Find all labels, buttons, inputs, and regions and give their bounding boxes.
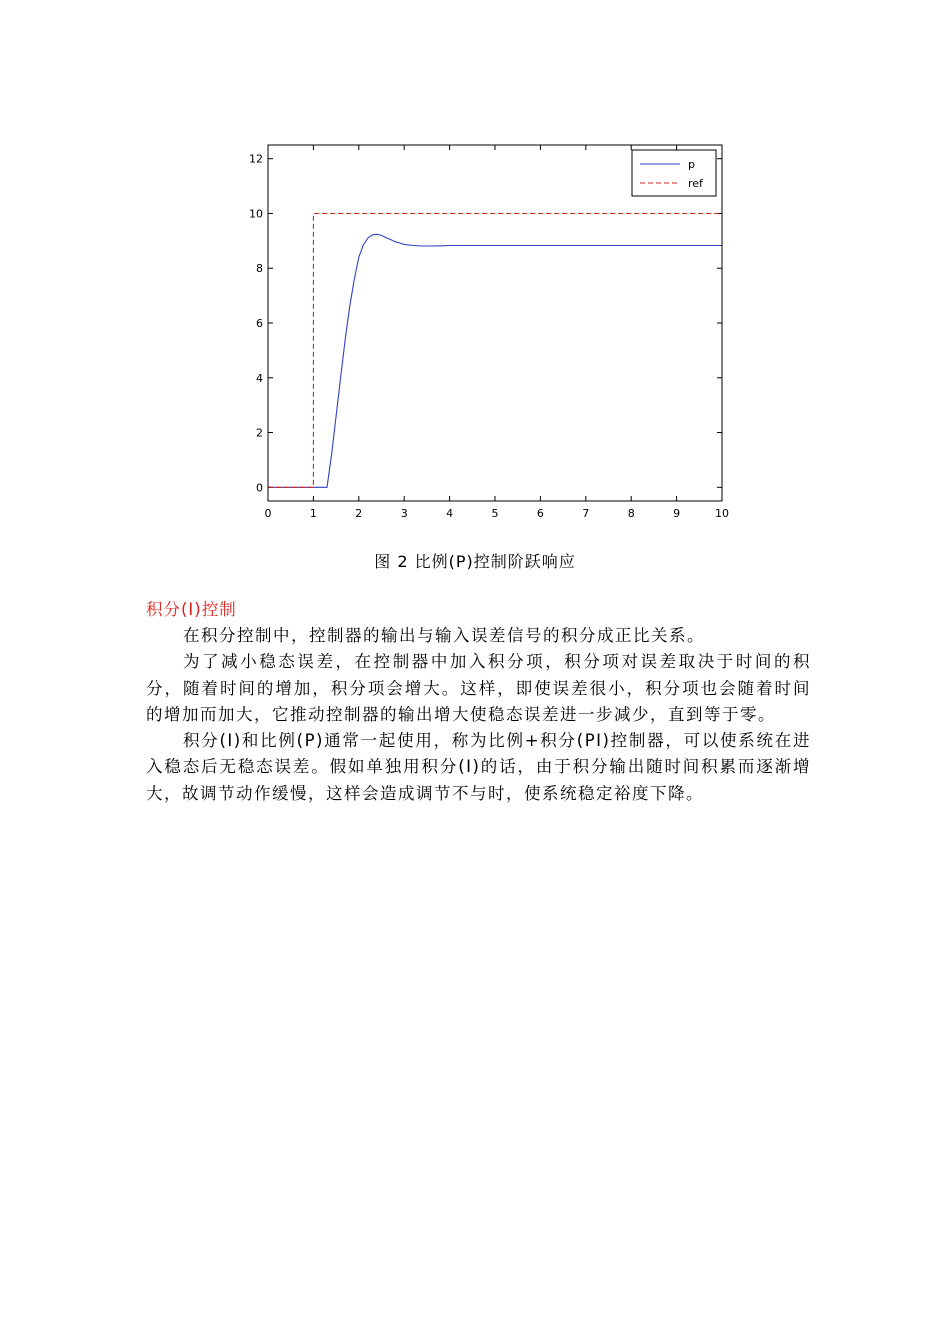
- x-tick-label: 3: [400, 507, 408, 520]
- x-tick-label: 2: [355, 507, 363, 520]
- series-line-p: [268, 234, 722, 487]
- section-body: [146, 597, 811, 807]
- x-tick-label: 6: [536, 507, 544, 520]
- chart-svg: [230, 135, 740, 530]
- legend-label: p: [688, 158, 695, 171]
- paragraph: 在积分控制中，控制器的输出与输入误差信号的积分成正比关系。: [183, 626, 705, 645]
- series-line-ref: [268, 214, 722, 488]
- plot-area-frame: [268, 145, 722, 501]
- y-tick-label: 2: [256, 426, 263, 440]
- y-tick-label: 4: [256, 371, 263, 385]
- paragraph: 积分(I)和比例(P)通常一起使用，称为比例+积分(PI)控制器，可以使系统在进入稳态后无稳态误差。假如单独用积分(I)的话，由于积分输出随时间积累而逐渐增大，故调节动作缓慢，这样会造成调节不与时，使系统稳定裕度下降。: [146, 731, 811, 803]
- x-tick-label: 0: [264, 507, 272, 520]
- x-tick-label: 4: [446, 507, 454, 520]
- x-tick-label: 7: [582, 507, 590, 520]
- paragraph: 为了减小稳态误差，在控制器中加入积分项，积分项对误差取决于时间的积分，随着时间的增加，积分项会增大。这样，即使误差很小，积分项也会随着时间的增加而加大，它推动控制器的输出增大使稳态误差进一步减少，直到等于零。: [146, 652, 811, 724]
- y-tick-label: 8: [256, 262, 263, 276]
- step-response-chart: [230, 135, 740, 530]
- x-tick-label: 9: [673, 507, 681, 520]
- legend-box: [632, 150, 716, 196]
- section-title: 积分(I)控制: [146, 600, 237, 619]
- x-tick-label: 1: [309, 507, 317, 520]
- y-tick-label: 0: [256, 481, 263, 495]
- y-tick-label: 10: [249, 207, 263, 221]
- x-tick-label: 8: [627, 507, 635, 520]
- legend: [632, 150, 716, 196]
- x-tick-label: 10: [715, 507, 729, 520]
- legend-label: ref: [688, 177, 703, 190]
- y-tick-label: 6: [256, 317, 263, 330]
- x-tick-label: 5: [491, 507, 499, 520]
- y-tick-label: 12: [249, 152, 263, 166]
- figure-caption: 图 2 比例(P)控制阶跃响应: [374, 552, 576, 571]
